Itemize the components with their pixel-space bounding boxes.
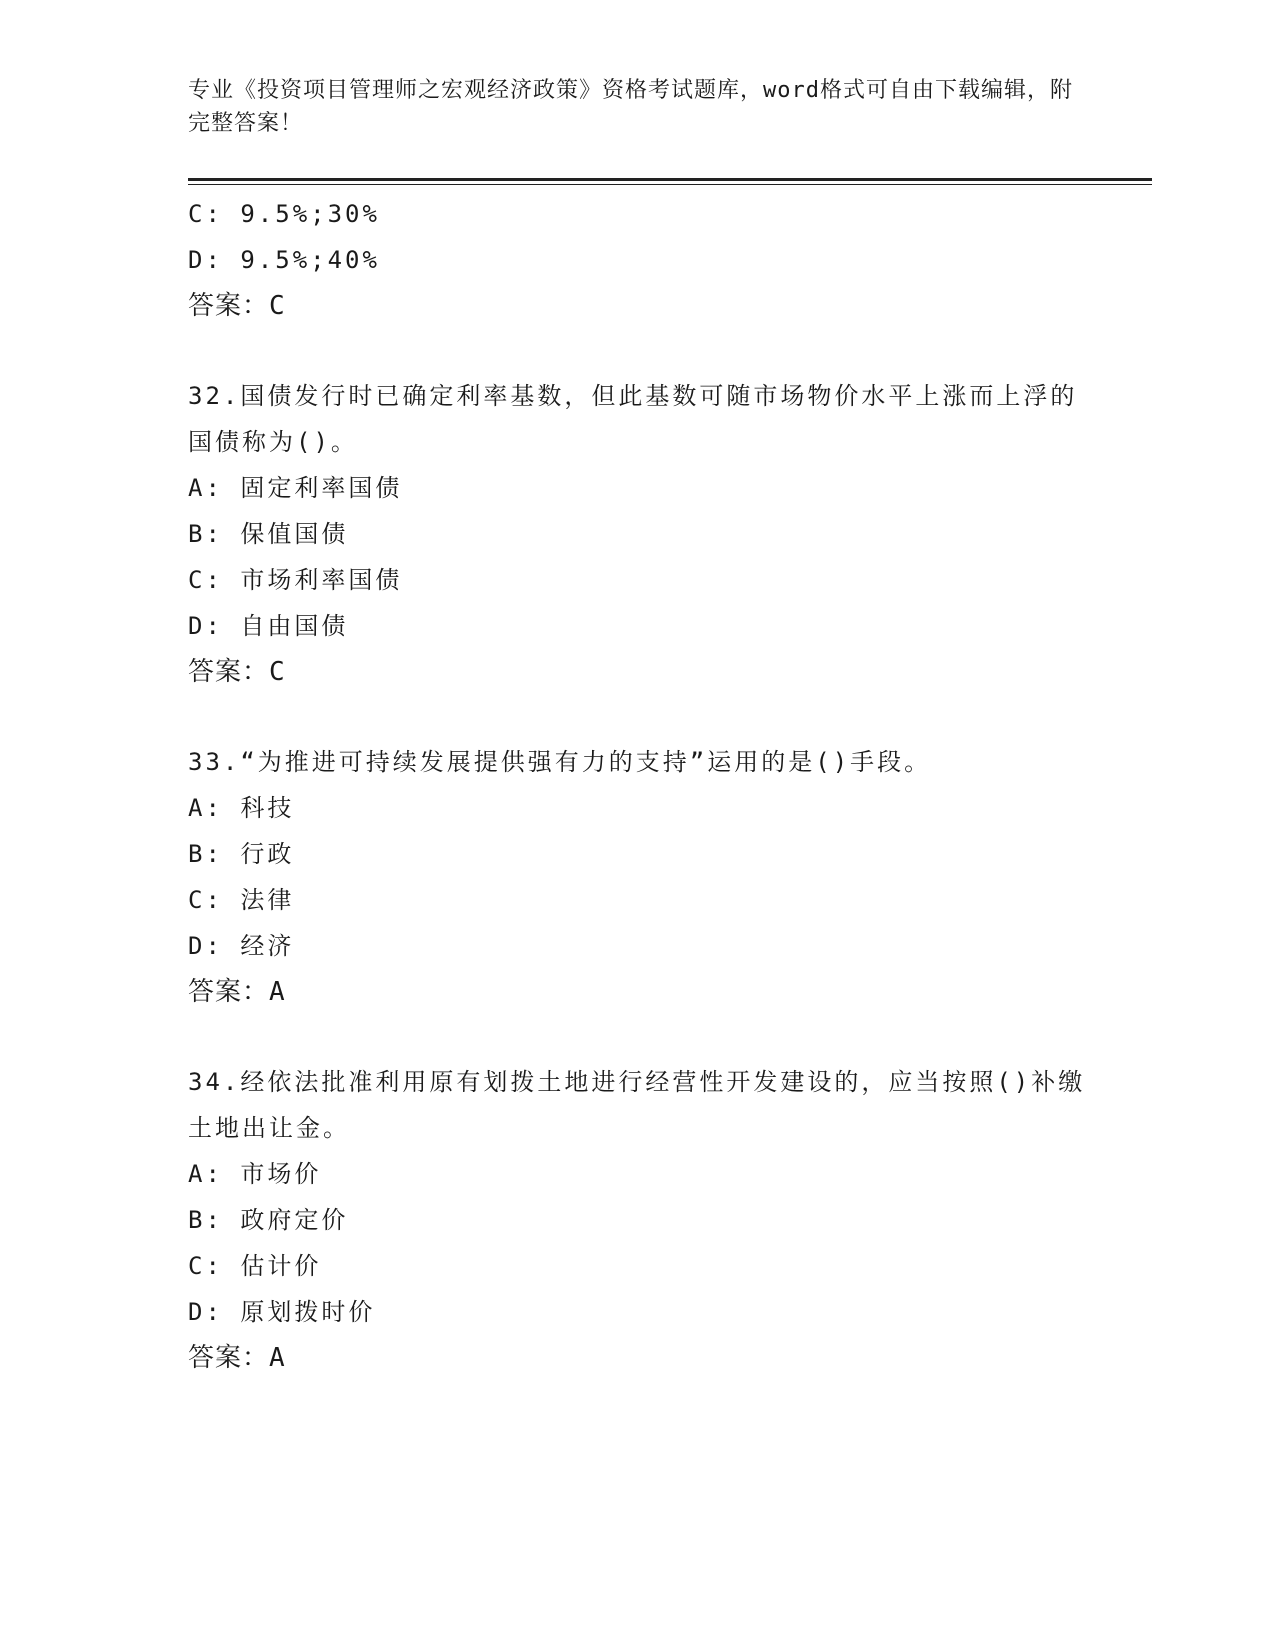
spacer: [188, 329, 1088, 373]
question-stem: 32.国债发行时已确定利率基数，但此基数可随市场物价水平上涨而上浮的国债称为()。: [188, 382, 1078, 456]
option-b: B: 政府定价: [188, 1206, 349, 1234]
answer-line: 答案：A: [188, 1343, 286, 1373]
option-d: D: 自由国债: [188, 612, 349, 640]
spacer: [188, 1015, 1088, 1059]
previous-question-tail: [188, 191, 1088, 329]
option-a: A: 科技: [188, 794, 295, 822]
document-header: [188, 74, 1088, 140]
document-body: [188, 191, 1088, 1381]
option-b: B: 行政: [188, 840, 295, 868]
option-c: C: 市场利率国债: [188, 566, 403, 594]
option-d: D: 9.5%;40%: [188, 246, 380, 274]
spacer: [188, 695, 1088, 739]
option-d: D: 经济: [188, 932, 295, 960]
option-d: D: 原划拨时价: [188, 1298, 376, 1326]
option-c: C: 估计价: [188, 1252, 322, 1280]
option-c: C: 法律: [188, 886, 295, 914]
answer-line: 答案：C: [188, 657, 286, 687]
header-divider-thick: [188, 178, 1152, 181]
option-a: A: 市场价: [188, 1160, 322, 1188]
question-34: [188, 1059, 1088, 1381]
option-b: B: 保值国债: [188, 520, 349, 548]
question-stem: 33.“为推进可持续发展提供强有力的支持”运用的是()手段。: [188, 748, 932, 776]
answer-line: 答案：C: [188, 291, 286, 321]
question-32: [188, 373, 1088, 695]
question-33: [188, 739, 1088, 1015]
header-divider-thin: [188, 184, 1152, 185]
answer-line: 答案：A: [188, 977, 286, 1007]
question-stem: 34.经依法批准利用原有划拨土地进行经营性开发建设的，应当按照()补缴土地出让金。: [188, 1068, 1086, 1142]
option-c: C: 9.5%;30%: [188, 200, 380, 228]
option-a: A: 固定利率国债: [188, 474, 403, 502]
header-text: 专业《投资项目管理师之宏观经济政策》资格考试题库，word格式可自由下载编辑，附完整答案！: [188, 78, 1073, 136]
